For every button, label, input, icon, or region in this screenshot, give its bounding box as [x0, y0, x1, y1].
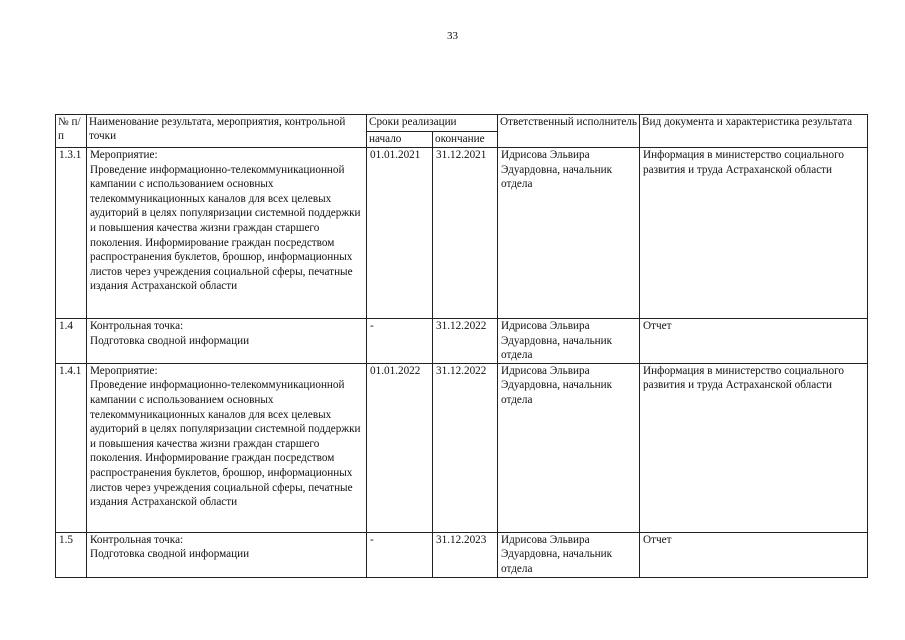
row-name	[87, 532, 367, 577]
row-document: Информация в министерство социального развития и труда Астраханской области	[640, 363, 868, 532]
row-end: 31.12.2023	[433, 532, 498, 577]
row-start: 01.01.2021	[367, 148, 433, 319]
header-row	[56, 115, 868, 132]
row-num: 1.4.1	[56, 363, 87, 532]
row-kind: Контрольная точка:	[90, 533, 184, 546]
row-kind: Контрольная точка:	[90, 320, 184, 332]
table-row	[56, 532, 868, 577]
row-end: 31.12.2022	[433, 363, 498, 532]
row-num: 1.4	[56, 319, 87, 364]
row-responsible: Идрисова Эльвира Эдуардовна, начальник отдела	[498, 363, 640, 532]
row-responsible: Идрисова Эльвира Эдуардовна, начальник отдела	[498, 148, 640, 319]
row-responsible: Идрисова Эльвира Эдуардовна, начальник отдела	[498, 319, 640, 364]
row-end: 31.12.2021	[433, 148, 498, 319]
header-num: № п/п	[56, 115, 87, 148]
header-responsible: Ответственный исполнитель	[498, 115, 640, 148]
row-name	[87, 319, 367, 364]
row-kind: Мероприятие:	[90, 364, 158, 377]
row-end: 31.12.2022	[433, 319, 498, 364]
table-row	[56, 148, 868, 319]
row-start: 01.01.2022	[367, 363, 433, 532]
header-start: начало	[367, 131, 433, 148]
row-num: 1.5	[56, 532, 87, 577]
header-document: Вид документа и характеристика результата	[640, 115, 868, 148]
row-document: Информация в министерство социального развития и труда Астраханской области	[640, 148, 868, 319]
row-desc: Подготовка сводной информации	[90, 334, 250, 347]
row-start: -	[367, 319, 433, 364]
table-row	[56, 363, 868, 532]
row-num: 1.3.1	[56, 148, 87, 319]
row-kind: Мероприятие:	[90, 149, 158, 161]
plan-table	[55, 114, 868, 578]
header-period: Сроки реализации	[367, 115, 498, 132]
header-name: Наименование результата, мероприятия, контрольной точки	[87, 115, 367, 148]
page-number: 33	[447, 30, 458, 42]
row-desc: Проведение информационно-телекоммуникационной кампании с использованием основных телекоммуникационных каналов для всех целевых аудиторий в целях популяризации системной поддержки и повышения качества жизни граждан старшего поколения. Информирование граждан посредством распространения буклетов, брошюр, информационных листов через учреждения социальной сферы, печатные издания Астраханской области	[90, 163, 361, 293]
row-name	[87, 148, 367, 319]
row-document: Отчет	[640, 319, 868, 364]
row-desc: Подготовка сводной информации	[90, 548, 250, 561]
row-name	[87, 363, 367, 532]
header-end: окончание	[433, 131, 498, 148]
row-desc: Проведение информационно-телекоммуникационной кампании с использованием основных телекоммуникационных каналов для всех целевых аудиторий в целях популяризации системной поддержки и повышения качества жизни граждан старшего поколения. Информирование граждан посредством распространения буклетов, брошюр, информационных листов через учреждения социальной сферы, печатные издания Астраханской области	[90, 379, 361, 509]
row-document: Отчет	[640, 532, 868, 577]
row-start: -	[367, 532, 433, 577]
row-responsible: Идрисова Эльвира Эдуардовна, начальник отдела	[498, 532, 640, 577]
table-row	[56, 319, 868, 364]
